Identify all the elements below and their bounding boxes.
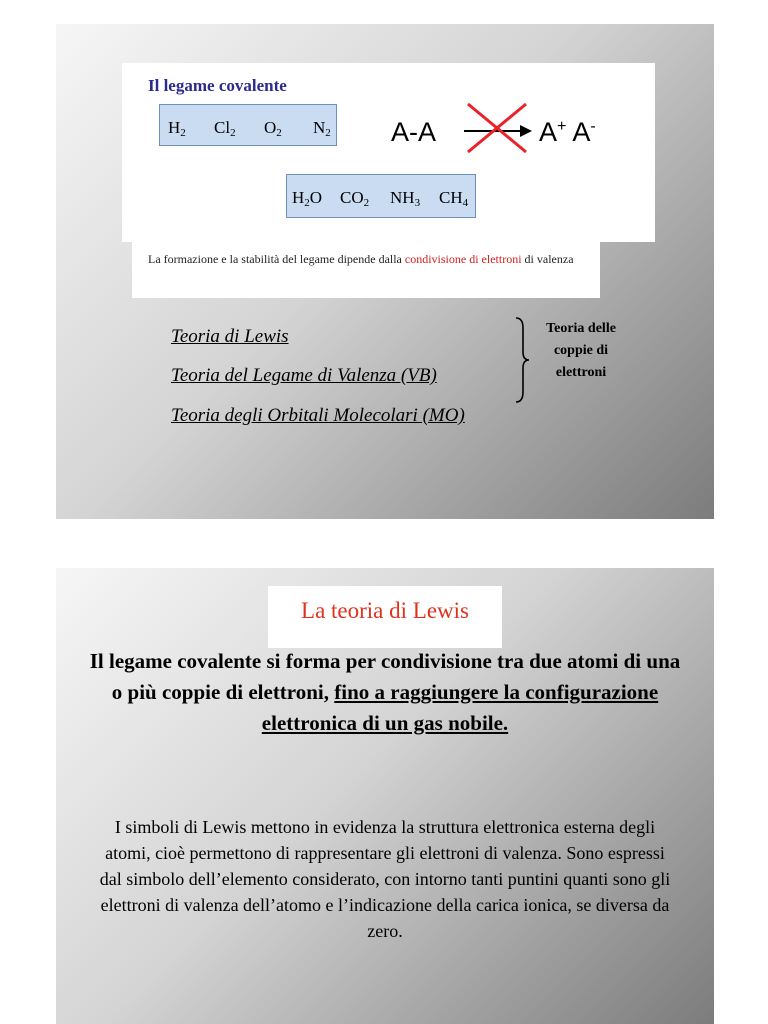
definition-paragraph: [86, 646, 684, 739]
slide-lewis-theory: [56, 568, 714, 1024]
molecule-formula: $CO_2$: [340, 188, 370, 209]
molecule-formula: $O_2$: [264, 118, 282, 139]
formation-caption: [148, 246, 598, 272]
product-ion-a: A: [539, 117, 558, 147]
product-ion-b: A: [572, 117, 591, 147]
molecule-formula: $H_2O$: [292, 188, 323, 209]
reaction-products: [539, 117, 596, 148]
molecule-formula: $N_2$: [313, 118, 331, 139]
charge-negative: -: [590, 118, 596, 135]
molecule-formula: $Cl_2$: [214, 118, 236, 139]
reaction-reactant: A-A: [391, 117, 437, 147]
charge-positive: +: [557, 118, 567, 135]
theory-lewis-link[interactable]: Teoria di Lewis: [171, 326, 289, 347]
slide-title: Il legame covalente: [148, 76, 287, 95]
molecule-formula: $NH_3$: [390, 188, 421, 209]
brace-label: Teoria delle coppie di elettroni: [546, 321, 616, 380]
definition-text: Il legame covalente si forma per condivisione tra due atomi di una o più coppie di elettroni,: [89, 649, 681, 704]
caption-text: La formazione e la stabilità del legame dipende dalla: [148, 252, 405, 266]
caption-highlight: condivisione di elettroni: [404, 252, 522, 266]
curly-brace-icon: [514, 316, 530, 404]
theory-mo-link[interactable]: Teoria degli Orbitali Molecolari (MO): [171, 405, 465, 426]
crossed-arrow-icon: [458, 100, 534, 158]
diatomic-molecules-box: [159, 104, 337, 146]
slide-title: La teoria di Lewis: [301, 598, 469, 623]
theory-vb-link[interactable]: Teoria del Legame di Valenza (VB): [171, 365, 437, 386]
lewis-symbols-paragraph: I simboli di Lewis mettono in evidenza la struttura elettronica esterna degli atomi, cioè permettono di rappresentare gli elettroni di valenza. Sono espressi dal simbolo dell’elemento considerato, con intorno tanti puntini quanti sono gli elettroni di valenza dell’atomo e l’indicazione della carica ionica, se diversa da zero.: [99, 817, 671, 941]
molecule-formula: $CH_4$: [439, 188, 469, 209]
slide-covalent-bond: [56, 24, 714, 519]
polyatomic-molecules-box: [286, 174, 476, 218]
caption-text-end: di valenza: [521, 252, 574, 266]
molecule-formula: $H_2$: [168, 118, 186, 139]
definition-underlined: fino a raggiungere la configurazione elettronica di un gas nobile.: [261, 680, 659, 735]
title-box: [268, 586, 502, 648]
